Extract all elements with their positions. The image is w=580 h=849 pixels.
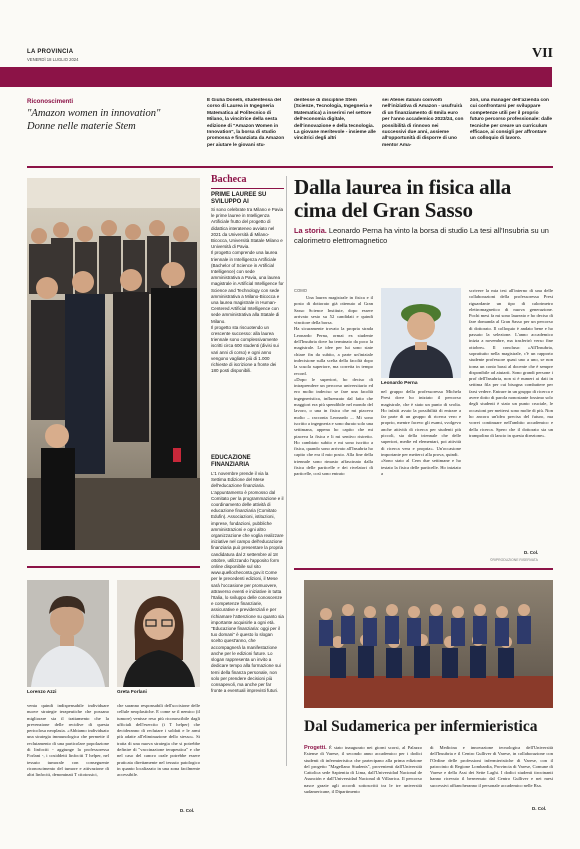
paper-name: LA PROVINCIA [27, 49, 74, 55]
lower-left-col1: venta quindi indispensabile individuare nuove strategie terapeutiche che possano migliorare sia il trattamento che la prevenzione delle recidive di questa pericolosa neoplasia. «Abbiamo individuato una strategia immunologica che permette il reclutamento di una particolare popolazione di linfociti - aggiunge la professoressa Forlani -, i cosiddetti linfociti T helper, nel tessuto tumorale con conseguente riconoscimento del tumore e attivazione di altri linfociti, denominati T citotossici, [27, 703, 109, 778]
bottom-kicker: Progetti. [304, 745, 327, 751]
lorenzo-azzi-illustration [27, 580, 109, 687]
main-bottom-divider [294, 568, 553, 570]
top-story [27, 96, 553, 164]
bacheca-section2-title: EDUCAZIONE FINANZIARIA [211, 455, 251, 468]
column-divider [286, 176, 287, 766]
lorenzo-azzi-caption: Lorenzo Azzi [27, 690, 57, 695]
graduates-photo [27, 178, 200, 550]
masthead-band [0, 67, 552, 87]
top-story-col4: zon, una manager dell'azienda con cui confrontarsi per sviluppare competenze utili per il proprio futuro percorso professionale: dalle tecniche per creare un curriculum efficace, ai consigli per affrontare un colloquio di lavoro. [470, 98, 553, 142]
bottom-byline: D. Col. [532, 806, 547, 811]
main-col1: Una laurea magistrale in fisica e il posto di dottorato già ottenuto al Gran Sasso Science Institute, dopo essere arrivato sesto su 52 candidati e quindi vincitore della borsa. Ha sicuramente trovato la propria strada Leonardo Perna, ormai ex studente dell'Insubria dove ha terminato da poco la magistrale. Le idee per lui sono state chiare fin da subito, a parte un'iniziale indecisione sulla scelta della facoltà dopo la scuola superiore, ma corretta in tempo record. «Dopo le superiori, ho deciso di intraprendere un percorso universitario ed ero molto indeciso se fare una facoltà ingegneristica, influenzato dal fatto che maggiori era più spendibile nel mondo del lavoro, o una in fisica che mi piaceva molto – racconta Leonardo –. Mi sono iscritto a ingegneria e sono durato solo una settimana, appena ho capito che mi piaceva la fisica e li mi sentivo ristretto. Ho cambiato subito e mi sono iscritto a fisica, quando sono arrivato all'Insubria ho capito che era il mio posto. Alla fine della triennale sono rimasto affascinato dalla fisica delle particelle e dei rivelatori di particelle, così sono entrato [294, 295, 373, 477]
main-col2: nel gruppo della professoressa Michela Prest dove ho iniziato il percorso magistrale, che è stato un punto di svolta. Ho infatti avuto la possibilità di entrare a far parte di un gruppo di ricerca vero e proprio, mentre facevo gli esami, svolgevo anche attività di ricerca per studenti più piccoli, sia della triennale che delle superiori, medie ed elementari, poi attività di ricerca vera e propria». Un'occasione importante per metterci alla prova, quindi. «Sono stato al Cern due settimane e ho testato la fisica delle particelle. Ho iniziato a [381, 389, 461, 476]
lower-left-col2: che saranno responsabili dell'uccisione delle cellule neoplastiche. E come se il nemico (il tumore) venisse reso più riconoscibile dagli ufficiali dell'esercito (i T helper) che decideranno di reclutare i soldati e le armi più adatte all'eliminazione dello stesso». Si tratta di una nuova strategia che si potrebbe definire di "vaccinazione terapeutica" e che nel caso del cancro orale potrebbe essere praticata direttamente nel tessuto patologico in quanto localizzato in una zona facilmente accessibile. [117, 703, 200, 778]
main-story [294, 170, 553, 565]
leonardo-perna-caption: Leonardo Perna [381, 381, 418, 386]
main-deck [294, 226, 553, 246]
lower-left-divider [27, 566, 200, 568]
bacheca-sidebar [204, 170, 284, 770]
nursing-students-photo [304, 580, 553, 708]
main-deck-text: Leonardo Perna ha vinto la borsa di studio La tesi all'Insubria su un calorimetro elettromagnetico [294, 226, 549, 245]
masthead [27, 44, 553, 66]
leonardo-perna-photo [381, 288, 461, 378]
bacheca-section1-body: Si sono celebrate tra Milano e Pavia le prime lauree in Intelligenza Artificiale frutto del progetto di didattica interateneo avviato nel 2021 da Università di Milano-Bicocca, Università Statale Milano e Università di Pavia. Il progetto comprende una laurea triennale in Intelligenza Artificiale (Bachelor of Science in Artificial Intelligence) con sede amministrativa a Pavia, una laurea magistrale in Artificial Intelligence for Science and Technology con sede amministrativa a Milano-Bicocca e una laurea magistrale in Human-Centered Artificial Intelligence con sede amministrativa alla Statale di Milano. Il progetto sta riscuotendo un crescente successo: alla laurea triennale sono complessivamente iscritti circa 600 studenti (divisi sui vari anni di corso) e ogni anno vengono vagliate più di 1.000 richieste di iscrizione a fronte dei 180 posti disponibili. [211, 207, 284, 374]
greta-forlani-illustration [117, 580, 200, 687]
top-story-kicker: Riconoscimenti [27, 98, 74, 105]
nursing-students-illustration [304, 580, 553, 708]
issue-date: VENERDÌ 18 LUGLIO 2024 [27, 57, 79, 62]
bacheca-section2-body: L'1 novembre prende il via la Settima Edizione del Mese dell'educazione finanziaria. L'appuntamento è promosso dal Comitato per la programmazione e il coordinamento delle attività di educazione finanziaria (Comitato Edufin). Associazioni, istituzioni, imprese, fondazioni, pubbliche amministrazioni e ogni altro organizzazione che voglia realizzare iniziative nel campo dell'educazione finanziaria può presentare la propria candidatura dal 2 settembre al 18 ottobre, utilizzando l'apposito form online disponibile sul sito www.quellocheconta.gov.it Come per le precedenti edizioni, il Mese sarà l'occasione per promuovere, attraverso eventi e iniziative in tutta l'Italia, lo sviluppo delle conoscenze e competenze finanziarie, assicurative e previdenziali e per richiamare l'attenzione su quanto sia importante acquisirle a ogni età. "Educazione finanziaria: oggi per il tuo domani" è questo lo slogan scelto quest'anno, che accompagnerà la manifestazione anche per le edizioni future. Lo slogan rappresenta un invito a dedicare tempo alla formazione sui temi della finanza personale, non solo per prendere decisioni più consapevoli, ma anche per far fronte a eventuali imprevisti futuri. [211, 471, 284, 694]
main-copyright: ©RIPRODUZIONE RISERVATA [490, 558, 538, 562]
bottom-headline: Dal Sudamerica per infermieristica [304, 718, 538, 735]
bacheca-rule [211, 188, 284, 189]
bacheca-section1-title: PRIME LAUREE SU SVILUPPO AI [211, 192, 267, 205]
top-story-headline: "Amazon women in innovation" Donne nelle materie Stem [27, 108, 161, 132]
main-headline: Dalla laurea in fisica alla cima del Gran Sasso [294, 175, 512, 222]
top-story-col3: sei Atenei italiani coinvolti nell'iniziativa di Amazon - usufruirà di un finanziamento di 6mila euro per l'anno accademico 2023/24, con possibilità di rinnovo nei successivi due anni, assieme all'opportunità di disporre di uno mentor Ama- [382, 98, 464, 148]
bottom-col1 [304, 745, 422, 815]
page-number: VII [531, 46, 553, 61]
bottom-col2: di Medicina e innovazione tecnologica dell'Università dell'Insubria e il Centro Gulliver di Varese, in collaborazione con l'Ordine delle professioni infermieristiche di Varese, con il patrocinio di Regione Lombardia, Provincia di Varese, Comune di Varese e della Asst dei Sette Laghi. I dodici studenti tirocinanti hanno ricevuto il benvenuto dal Centro Gulliver e nei mesi successivi affiancheranno il personale accademico nelle Rsa. [430, 745, 553, 788]
main-location: COMO [294, 288, 308, 293]
lorenzo-azzi-photo [27, 580, 109, 687]
masthead-band-cap [552, 67, 580, 87]
main-kicker: La storia. [294, 226, 327, 235]
top-story-col2: dentesse di discipline Stem (Scienze, Tecnologia, Ingegneria e Matematica) a inserirsi nel settore dell'economia digitale, dell'innovazione e della tecnologia. La giovane meritevole - insieme alle vincitrici degli altri [294, 98, 376, 142]
main-col3: scrivere la mia tesi all'interno di una delle collaborazioni della professoressa Prest riguardante un tipo di calorimetro elettromagnetico di nuova generazione. Pochi mesi fa mi sono laureato e ho deciso di fare domanda al Gran Sasso per un percorso di dottorato. Il colloquio è andato bene e ho passato la selezione. L'anno accademico inizia a novembre, ma trasferirò verso fine ottobre». Il concluso: «All'Insubria, soprattutto nella magistrale, c'è un rapporto studente professore quasi uno a uno, se non torna un conto bassi al docente che è sempre disponibile ad aiutarti. Sono grandi persone i prof dell'Insubria, non si è numeri ai dati in settima fila per cui bisogna combattere per farsi vedere. Entrare in un gruppo di ricerca e avere dotto di parola nonostante fossimo solo degli studenti è stato un punto cruciale, le occasioni per mettersi sono molte di più. Non ho ancora un'idea precisa del futuro, ma vorrei continuare nell'ambito accademico e della ricerca. Spero che il dottorato sia un trampolino di lancio in questa direzione». [469, 288, 553, 438]
greta-forlani-caption: Greta Forlani [117, 690, 147, 695]
lower-left-byline: D. Col. [180, 808, 195, 813]
greta-forlani-photo [117, 580, 200, 687]
graduates-photo-illustration [27, 178, 200, 550]
top-divider [27, 166, 553, 168]
bottom-col1-text: È stato inaugurato nei giorni scorsi, al Palazzo Estense di Varese, il secondo anno accademico per i dodici studenti di infermieristica che partecipano alla prima edizione del progetto "Magellano Students", provenienti dall'Università Cattolica sede Sapientia di Lima, dall'Universidad Nacional de Asunción e dall'Universidad Nacional di Villarrica. Il percorso nasce grazie agli accordi sottoscritti tra le tre università sudamericane, il Dipartimento [304, 745, 422, 795]
main-byline: D. Col. [524, 550, 539, 555]
leonardo-perna-illustration [381, 288, 461, 378]
bacheca-title: Bacheca [211, 174, 247, 185]
top-story-col1: È Giulia Donelli, studentessa del corso di Laurea in Ingegneria Matematica al Politecnico di Milano, la vincitrice della sesta edizione di "Amazon Women in Innovation", la borsa di studio promossa e finanziata da Amazon per aiutare le giovani stu- [207, 98, 285, 148]
